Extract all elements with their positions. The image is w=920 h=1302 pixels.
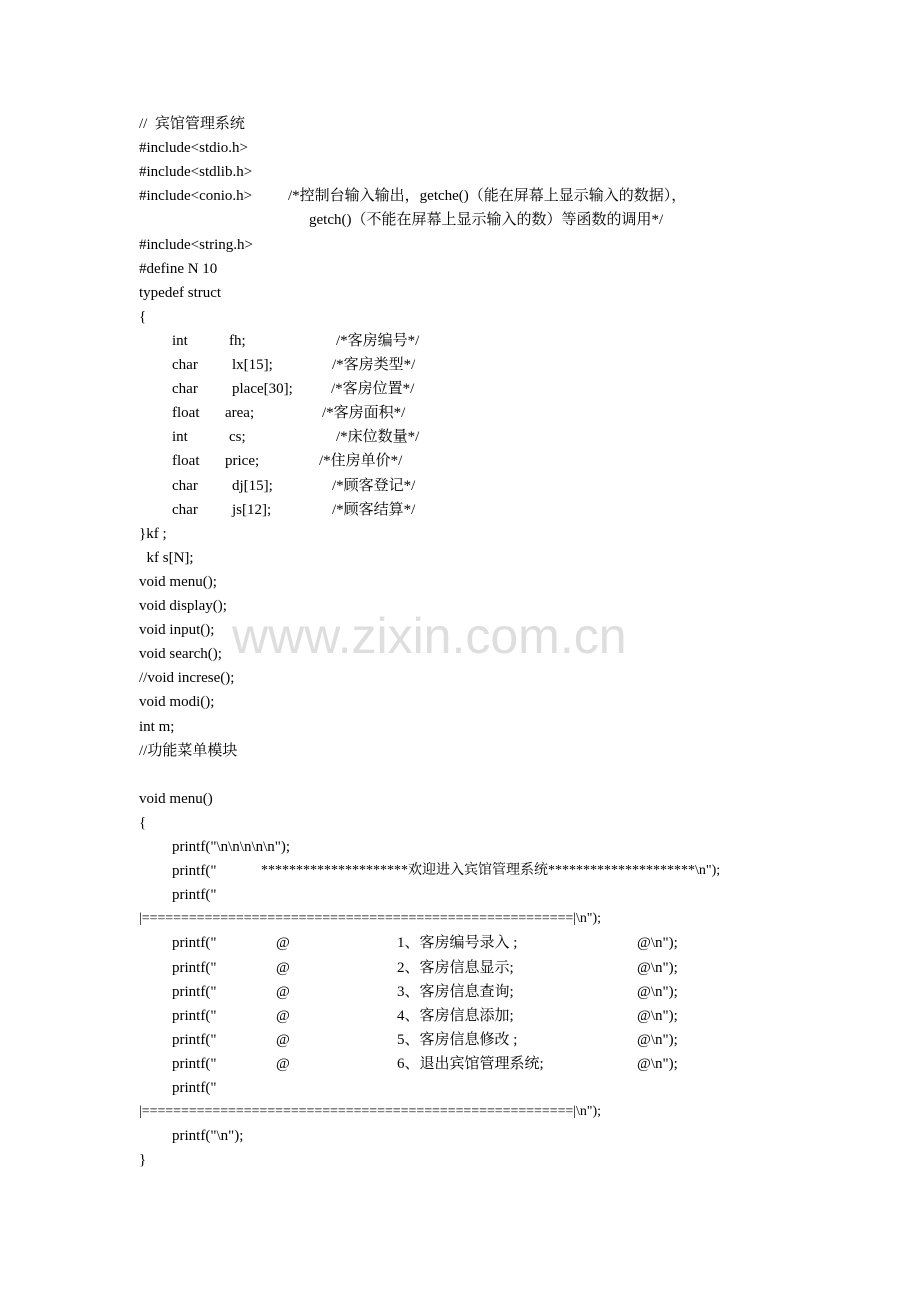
code-line: // 宾馆管理系统 xyxy=(139,116,245,132)
code-comment: getch()（不能在屏幕上显示输入的数）等函数的调用*/ xyxy=(309,212,664,228)
field-name: js[12]; xyxy=(232,502,272,518)
welcome-banner: *********************欢迎进入宾馆管理系统*********************\n"); xyxy=(261,863,721,878)
menu-at: @ xyxy=(276,1032,290,1048)
field-name: price; xyxy=(225,453,260,469)
code-line: int m; xyxy=(139,719,175,735)
menu-item-end: @\n"); xyxy=(637,1032,678,1048)
field-comment: /*客房类型*/ xyxy=(332,357,416,373)
field-comment: /*客房位置*/ xyxy=(331,381,415,397)
menu-at: @ xyxy=(276,935,290,951)
code-line: #include<stdlib.h> xyxy=(139,164,253,180)
code-line: void input(); xyxy=(139,622,215,638)
code-line: printf(" xyxy=(172,1080,217,1096)
field-comment: /*客房面积*/ xyxy=(322,405,406,421)
code-line: void search(); xyxy=(139,646,222,662)
code-line: printf(" xyxy=(172,863,217,879)
code-line: #include<conio.h> xyxy=(139,188,253,204)
code-line: #define N 10 xyxy=(139,261,218,277)
field-type: char xyxy=(172,478,198,494)
field-type: int xyxy=(172,333,188,349)
field-name: cs; xyxy=(229,429,246,445)
menu-item-text: 5、客房信息修改 ; xyxy=(397,1032,518,1048)
menu-at: @ xyxy=(276,960,290,976)
code-line: printf(" xyxy=(172,935,217,951)
code-line: { xyxy=(139,309,147,325)
field-name: dj[15]; xyxy=(232,478,273,494)
watermark: www.zixin.com.cn xyxy=(232,608,627,664)
code-line: printf("\n\n\n\n\n"); xyxy=(172,839,291,855)
menu-item-end: @\n"); xyxy=(637,960,678,976)
field-type: char xyxy=(172,381,198,397)
menu-item-end: @\n"); xyxy=(637,935,678,951)
code-line: typedef struct xyxy=(139,285,222,301)
code-line: #include<string.h> xyxy=(139,237,253,253)
menu-item-text: 4、客房信息添加; xyxy=(397,1008,514,1024)
code-comment: //功能菜单模块 xyxy=(139,743,238,759)
menu-item-end: @\n"); xyxy=(637,1008,678,1024)
menu-item-text: 1、客房编号录入 ; xyxy=(397,935,518,951)
field-name: lx[15]; xyxy=(232,357,273,373)
menu-at: @ xyxy=(276,984,290,1000)
code-line: printf("\n"); xyxy=(172,1128,244,1144)
code-line: void menu(); xyxy=(139,574,217,590)
code-line: }kf ; xyxy=(139,526,167,542)
code-line: printf(" xyxy=(172,1056,217,1072)
menu-item-text: 2、客房信息显示; xyxy=(397,960,514,976)
menu-at: @ xyxy=(276,1056,290,1072)
code-line: void modi(); xyxy=(139,694,215,710)
menu-at: @ xyxy=(276,1008,290,1024)
field-type: char xyxy=(172,502,198,518)
field-comment: /*顾客结算*/ xyxy=(332,502,416,518)
menu-item-end: @\n"); xyxy=(637,1056,678,1072)
code-line: void display(); xyxy=(139,598,227,614)
field-type: float xyxy=(172,405,200,421)
code-line: printf(" xyxy=(172,1032,217,1048)
code-line: printf(" xyxy=(172,960,217,976)
field-comment: /*住房单价*/ xyxy=(319,453,403,469)
code-line: printf(" xyxy=(172,984,217,1000)
code-line: { xyxy=(139,815,147,831)
menu-item-end: @\n"); xyxy=(637,984,678,1000)
menu-item-text: 6、退出宾馆管理系统; xyxy=(397,1056,544,1072)
border-line: |=======================================================|\n"); xyxy=(139,911,601,926)
field-name: area; xyxy=(225,405,255,421)
code-comment: /*控制台输入输出，getche()（能在屏幕上显示输入的数据）， xyxy=(288,188,687,204)
field-type: char xyxy=(172,357,198,373)
field-name: place[30]; xyxy=(232,381,293,397)
field-name: fh; xyxy=(229,333,246,349)
code-line: void menu() xyxy=(139,791,213,807)
field-comment: /*床位数量*/ xyxy=(336,429,420,445)
code-line: kf s[N]; xyxy=(139,550,194,566)
code-line: printf(" xyxy=(172,887,217,903)
code-line: } xyxy=(139,1152,147,1168)
code-line: #include<stdio.h> xyxy=(139,140,248,156)
field-type: float xyxy=(172,453,200,469)
code-line: printf(" xyxy=(172,1008,217,1024)
field-type: int xyxy=(172,429,188,445)
border-line: |=======================================================|\n"); xyxy=(139,1104,601,1119)
code-line: //void increse(); xyxy=(139,670,235,686)
menu-item-text: 3、客房信息查询; xyxy=(397,984,514,1000)
field-comment: /*客房编号*/ xyxy=(336,333,420,349)
field-comment: /*顾客登记*/ xyxy=(332,478,416,494)
